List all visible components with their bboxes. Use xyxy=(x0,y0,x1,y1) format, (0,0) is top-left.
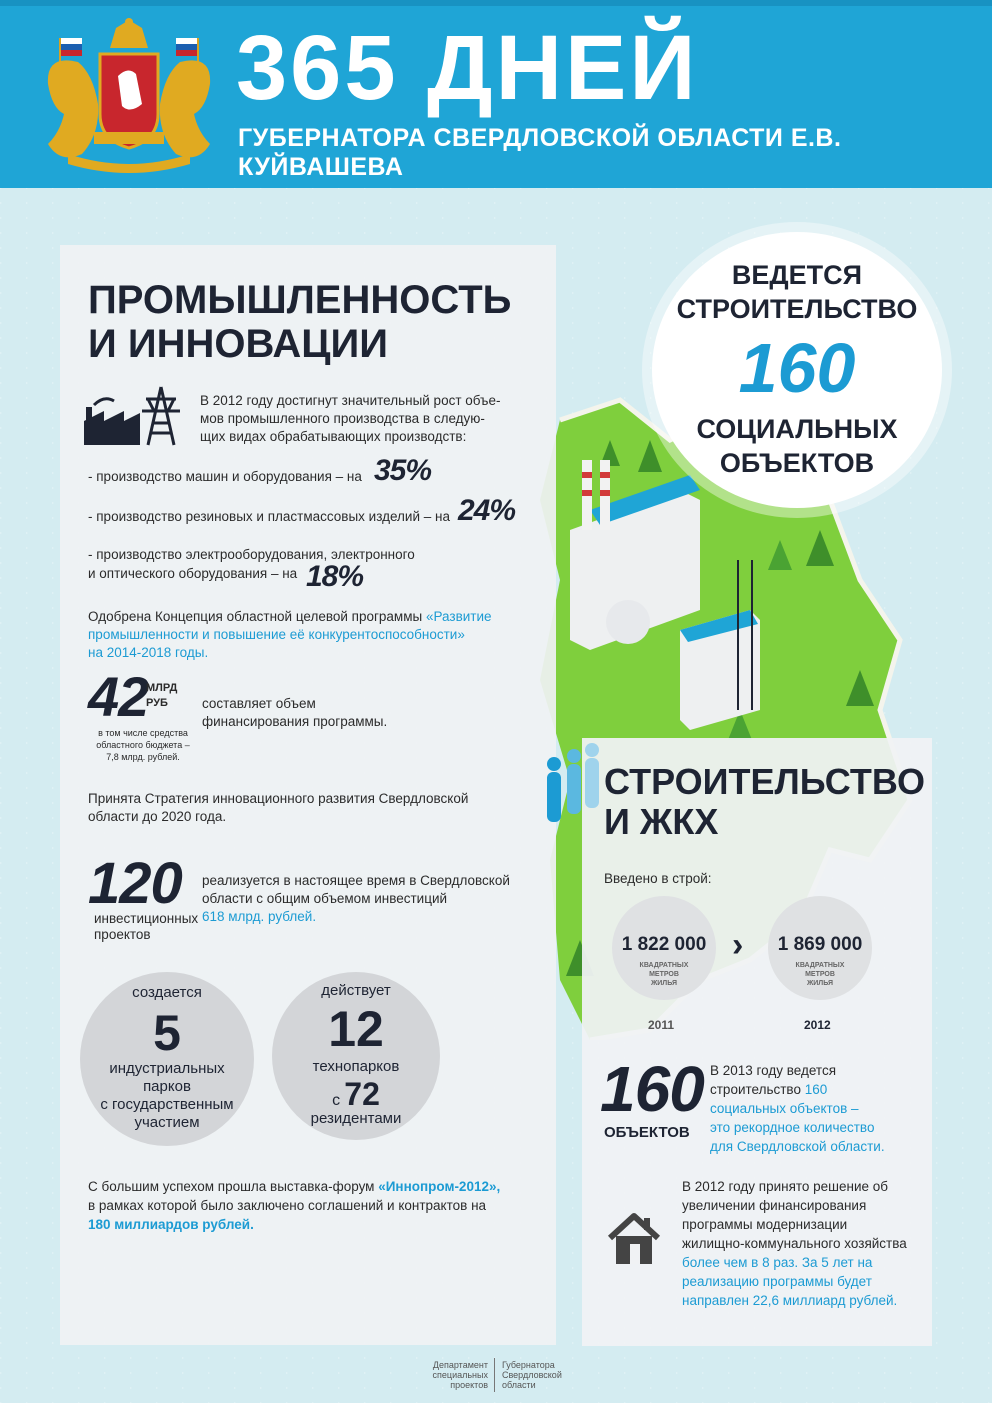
projects-desc-3: 618 млрд. рублей. xyxy=(202,909,317,924)
bubble-line-1: ВЕДЕТСЯ xyxy=(731,260,863,290)
page-title: 365 ДНЕЙ xyxy=(236,17,699,119)
bubble-number: 160 xyxy=(738,329,856,407)
finance-unit-1: МЛРД xyxy=(146,682,178,694)
gkh-line-3: программы модернизации xyxy=(682,1217,848,1232)
parks-number: 5 xyxy=(153,1005,181,1061)
gkh-line-2: увеличении финансирования xyxy=(682,1198,867,1213)
housing-2011-unit-2: МЕТРОВ xyxy=(649,971,679,978)
housing-2011-unit-1: КВАДРАТНЫХ xyxy=(639,962,689,969)
industry-item-2: - производство резиновых и пластмассовых изделий – на xyxy=(88,509,450,524)
finance-note-3: 7,8 млрд. рублей. xyxy=(106,752,180,762)
housing-2012-unit-1: КВАДРАТНЫХ xyxy=(795,962,845,969)
objects-desc-4: это рекордное количество xyxy=(710,1120,875,1135)
finance-note-2: областного бюджета – xyxy=(96,740,190,750)
industry-intro-2: мов промышленного производства в следую- xyxy=(200,411,485,426)
finance-desc-1: составляет объем xyxy=(202,696,316,711)
parks-line-2: парков xyxy=(143,1078,191,1095)
parks-line-4: участием xyxy=(134,1114,200,1131)
expo-line-3: 180 миллиардов рублей. xyxy=(88,1217,254,1232)
footer-gov-1: Губернатора xyxy=(502,1360,555,1370)
concept-link-2: промышленности и повышение её конкурентоспособности» xyxy=(88,627,465,642)
concept-text: Одобрена Концепция областной целевой программы «Развитие xyxy=(88,609,492,624)
objects-desc-5: для Свердловской области. xyxy=(710,1139,885,1154)
house-icon xyxy=(606,1212,662,1266)
projects-label-2: проектов xyxy=(94,927,151,942)
footer-gov-2: Свердловской xyxy=(502,1370,562,1380)
construction-title-line1: СТРОИТЕЛЬСТВО xyxy=(604,761,925,802)
housing-2011-value: 1 822 000 xyxy=(621,934,707,955)
projects-desc-1: реализуется в настоящее время в Свердловской xyxy=(202,873,510,888)
tech-top: действует xyxy=(321,982,391,999)
housing-2011-year: 2011 xyxy=(648,1018,675,1032)
industry-item-3-line1: - производство электрооборудования, электронного xyxy=(88,547,415,562)
footer-dept-1: Департамент xyxy=(432,1360,488,1370)
housing-2011-unit-3: ЖИЛЬЯ xyxy=(650,980,678,987)
industrial-parks-circle xyxy=(80,972,254,1146)
bubble-line-4: ОБЪЕКТОВ xyxy=(719,448,875,478)
power-tower-icon xyxy=(138,385,184,447)
parks-line-3: с государственным xyxy=(100,1096,234,1113)
arrow-right-icon: › xyxy=(732,926,744,964)
gkh-line-4: жилищно-коммунального хозяйства xyxy=(682,1236,907,1251)
expo-line-2: в рамках которой было заключено соглашений и контрактов на xyxy=(88,1198,487,1213)
gkh-line-5: более чем в 8 раз. За 5 лет на xyxy=(682,1255,873,1270)
industry-item-3-line2: и оптического оборудования – на xyxy=(88,566,298,581)
industry-item-1: - производство машин и оборудования – на xyxy=(88,469,362,484)
housing-2012-circle xyxy=(768,896,872,1000)
people-icon xyxy=(540,740,600,830)
parks-line-1: индустриальных xyxy=(109,1060,225,1077)
construction-intro: Введено в строй: xyxy=(604,871,712,886)
footer-gov-3: области xyxy=(502,1380,536,1390)
finance-number: 42 xyxy=(88,665,149,728)
housing-2012-year: 2012 xyxy=(804,1018,831,1032)
page-subtitle: ГУБЕРНАТОРА СВЕРДЛОВСКОЙ ОБЛАСТИ Е.В. КУЙВАШЕВА xyxy=(238,124,842,181)
footer-dept-3: проектов xyxy=(450,1380,488,1390)
housing-2012-unit-3: ЖИЛЬЯ xyxy=(806,980,834,987)
industry-title-line2: И ИННОВАЦИИ xyxy=(88,322,388,366)
footer-dept-2: специальных xyxy=(432,1370,488,1380)
strategy-line-1: Принята Стратегия инновационного развития Свердловской xyxy=(88,791,469,806)
housing-2011-circle xyxy=(612,896,716,1000)
header xyxy=(0,0,992,188)
industry-title-line1: ПРОМЫШЛЕННОСТЬ xyxy=(88,278,512,322)
concept-link-3: на 2014-2018 годы. xyxy=(88,645,209,660)
objects-desc-1: В 2013 году ведется xyxy=(710,1063,837,1078)
objects-desc-2: строительство 160 xyxy=(710,1082,828,1097)
projects-number: 120 xyxy=(88,851,182,916)
objects-number: 160 xyxy=(600,1053,704,1125)
expo-line-1: С большим успехом прошла выставка-форум «Иннопром-2012», xyxy=(88,1179,501,1194)
projects-desc-2: области с общим объемом инвестиций xyxy=(202,891,448,906)
housing-2012-value: 1 869 000 xyxy=(777,934,863,955)
tech-line-1: технопарков xyxy=(312,1058,400,1075)
industry-intro-3: щих видах обрабатывающих производств: xyxy=(200,429,467,444)
bubble-line-2: СТРОИТЕЛЬСТВО xyxy=(676,294,918,324)
strategy-line-2: области до 2020 года. xyxy=(88,809,227,824)
footer-divider xyxy=(494,1358,495,1392)
finance-unit-2: РУБ xyxy=(146,697,168,709)
housing-2012-unit-2: МЕТРОВ xyxy=(805,971,835,978)
finance-note-1: в том числе средства xyxy=(98,728,188,738)
tech-line-2: резидентами xyxy=(310,1110,402,1127)
finance-desc-2: финансирования программы. xyxy=(202,714,388,729)
industry-item-1-value: 35% xyxy=(374,454,432,487)
tech-residents: с 72 xyxy=(332,1076,380,1112)
tech-number: 12 xyxy=(328,1001,384,1057)
gkh-line-7: направлен 22,6 миллиард рублей. xyxy=(682,1293,898,1308)
gkh-line-1: В 2012 году принято решение об xyxy=(682,1179,889,1194)
parks-top: создается xyxy=(132,984,202,1001)
gkh-line-6: реализацию программы будет xyxy=(682,1274,872,1289)
objects-label: ОБЪЕКТОВ xyxy=(604,1124,690,1141)
construction-title-line2: И ЖКХ xyxy=(604,801,719,842)
coat-of-arms-emblem xyxy=(38,14,220,174)
industry-intro-1: В 2012 году достигнут значительный рост объе- xyxy=(200,393,501,408)
header-accent xyxy=(0,0,992,6)
technoparks-circle xyxy=(272,972,440,1140)
industry-item-2-value: 24% xyxy=(458,494,516,527)
social-objects-bubble xyxy=(652,232,942,508)
industry-item-3-value: 18% xyxy=(306,560,364,593)
projects-label-1: инвестиционных xyxy=(94,911,199,926)
bubble-line-3: СОЦИАЛЬНЫХ xyxy=(696,414,898,444)
objects-desc-3: социальных объектов – xyxy=(710,1101,859,1116)
